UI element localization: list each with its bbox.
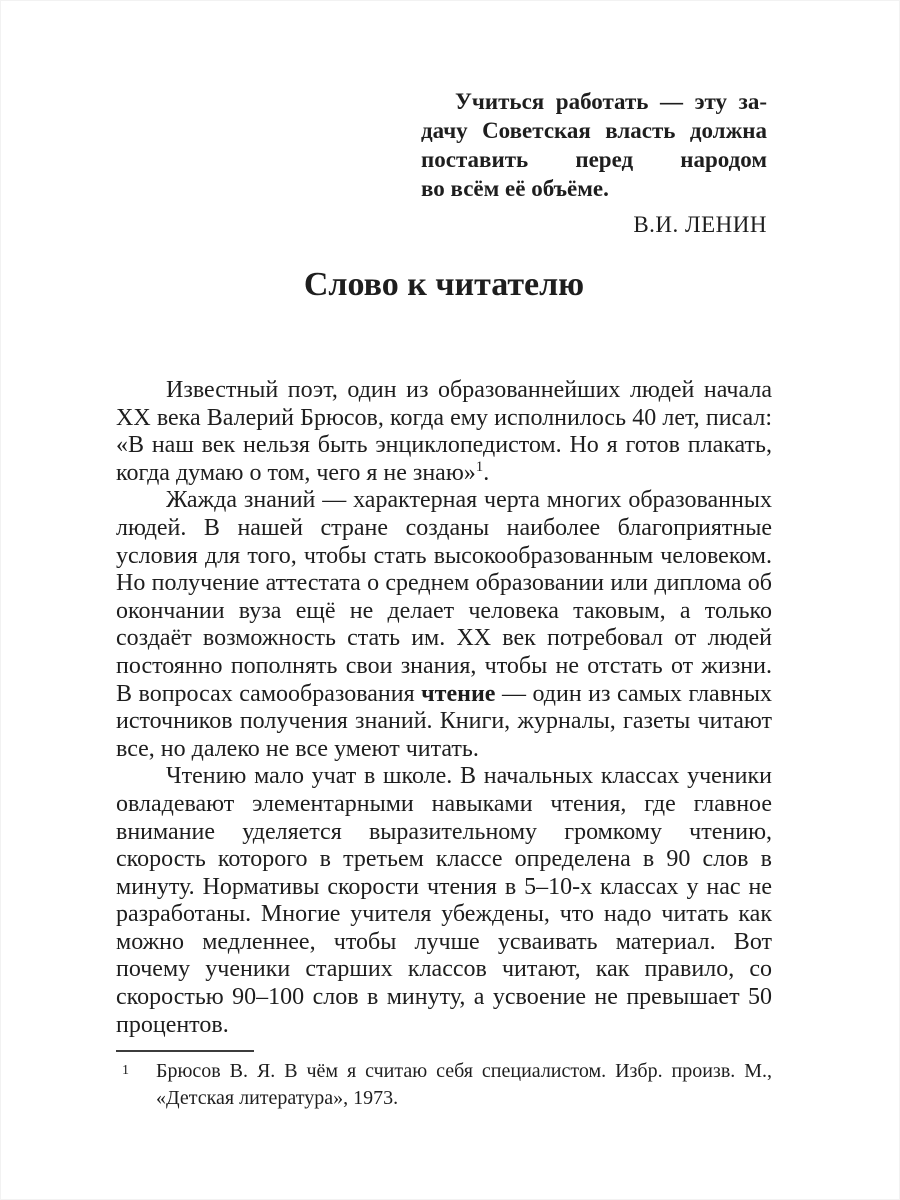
body-text <box>116 377 772 1039</box>
footnote <box>116 1058 772 1112</box>
footnote-text: Брюсов В. Я. В чём я считаю себя специалистом. Избр. произв. М., «Детская литература», 1973. <box>156 1060 772 1109</box>
footnote-reference: 1 <box>475 458 484 475</box>
body-paragraph: Чтению мало учат в школе. В начальных классах ученики овладевают элементарными навыками чтения, где главное внимание уделяется выразительному громкому чтению, скорость которого в третьем классе определена в 90 слов в минуту. Нормативы скорости чтения в 5–10-х классах у нас не разработаны. Многие учителя убеждены, что надо читать как можно медленнее, чтобы лучше усваивать материал. Вот почему ученики старших классов читают, как правило, со скоростью 90–100 слов в минуту, а усвоение не превышает 50 процентов. <box>116 763 772 1038</box>
epigraph-line: дачу Советская власть должна <box>421 118 767 143</box>
epigraph-line: во всём её объёме. <box>421 176 609 201</box>
bold-emphasis: чтение <box>421 680 496 707</box>
paragraph-text: Известный поэт, один из образованнейших людей начала XX века Валерий Брюсов, когда ему исполнилось 40 лет, писал: «В наш век нельзя быть энциклопедистом. Но я готов плакать, когда думаю о том, чего я не знаю» <box>116 377 772 486</box>
paragraph-text: Жажда знаний — характерная черта многих образованных людей. В нашей стране созданы наиболее благоприятные условия для того, чтобы стать высокообразованным человеком. Но получение аттестата о среднем образовании или диплома об окончании вуза ещё не делает человека таковым, а только создаёт возможность стать им. XX век потребовал от людей постоянно пополнять свои знания, чтобы не отстать от жизни. В вопросах самообразования <box>116 487 772 707</box>
epigraph-line: поставить перед народом <box>421 147 767 172</box>
epigraph-line: Учиться работать — эту за- <box>455 89 767 114</box>
footnote-divider <box>116 1050 254 1052</box>
chapter-title: Слово к читателю <box>303 266 585 303</box>
paragraph-text: — один из самых главных источников получения знаний. Книги, журналы, газеты читают все, но далеко не все умеют читать. <box>116 680 772 762</box>
body-paragraph <box>116 487 772 763</box>
epigraph-attribution: В.И. ЛЕНИН <box>633 212 767 237</box>
body-paragraph <box>116 377 772 487</box>
footnote-marker: 1 <box>122 1063 129 1078</box>
paragraph-text: . <box>483 459 490 486</box>
epigraph <box>421 87 767 239</box>
